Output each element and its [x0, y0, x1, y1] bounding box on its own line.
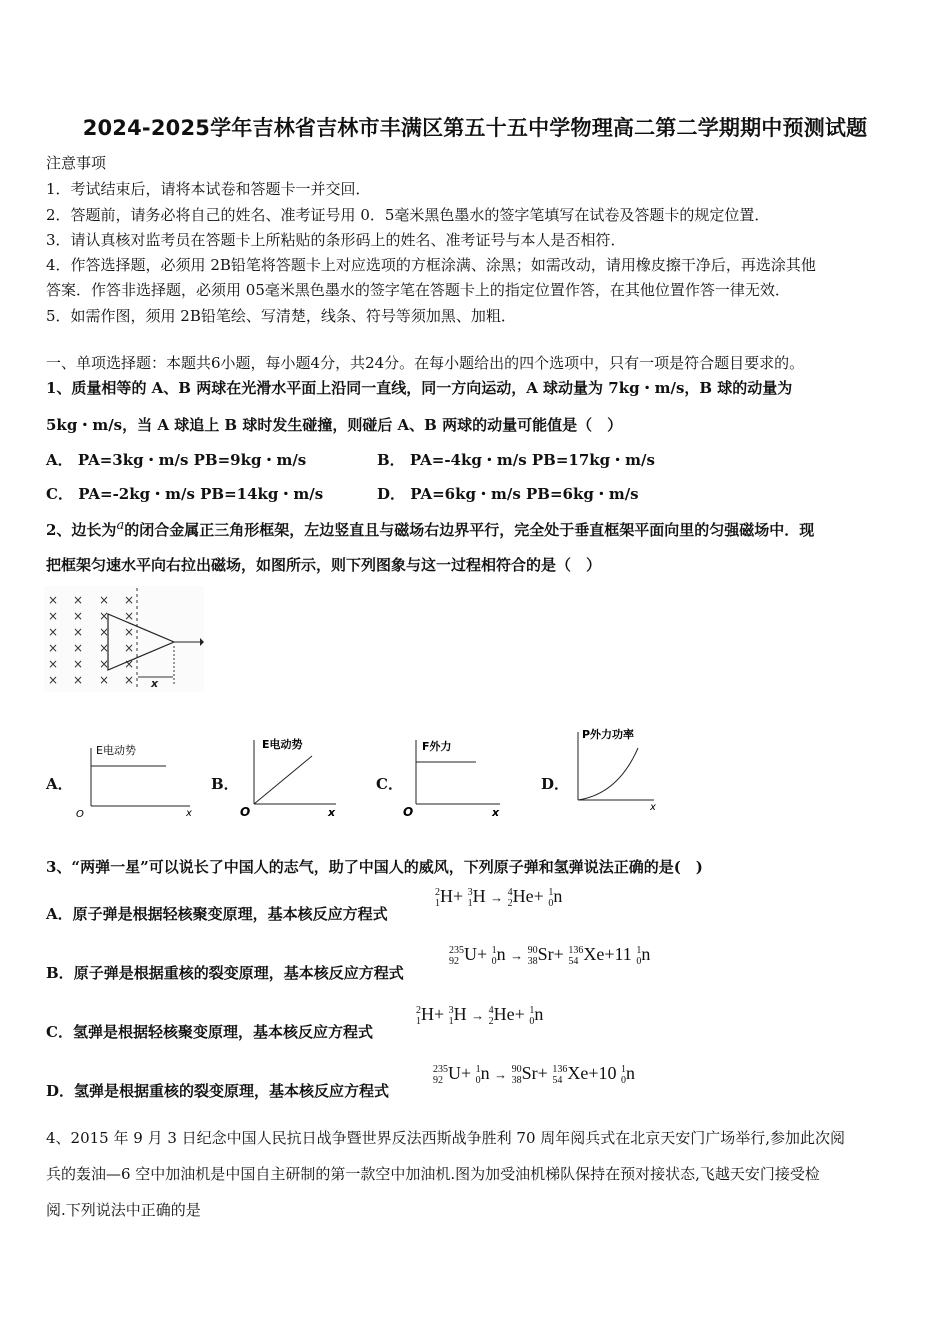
svg-text:×: ×	[124, 641, 135, 655]
q4-stem-line3: 阅.下列说法中正确的是	[46, 1201, 201, 1219]
svg-text:×: ×	[73, 641, 84, 655]
q2-graph-d	[568, 724, 668, 816]
svg-text:×: ×	[48, 657, 59, 671]
q2-graph-b	[236, 734, 346, 820]
svg-text:×: ×	[99, 673, 110, 687]
notice-item: 4．作答选择题，必须用 2B铅笔将答题卡上对应选项的方框涂满、涂黑；如需改动，请用橡皮擦干净后，再选涂其他	[46, 256, 816, 274]
origin-label: O	[240, 805, 251, 819]
svg-text:×: ×	[48, 593, 59, 607]
graph-curve	[578, 748, 638, 800]
svg-text:×: ×	[48, 673, 59, 687]
notice-item: 3．请认真核对监考员在答题卡上所粘贴的条形码上的姓名、准考证号与本人是否相符．	[46, 231, 626, 249]
x-label: x	[328, 806, 336, 819]
svg-text:×: ×	[48, 609, 59, 623]
q4-stem-line1: 4、2015 年 9 月 3 日纪念中国人民抗日战争暨世界反法西斯战争胜利 70 周年阅兵式在北京天安门广场举行,参加此次阅	[46, 1129, 846, 1147]
svg-text:×: ×	[73, 657, 84, 671]
svg-text:×: ×	[73, 593, 84, 607]
q2-stem-line1: 2、边长为a的闭合金属正三角形框架，左边竖直且与磁场右边界平行，完全处于垂直框架平面向里的匀强磁场中．现	[46, 518, 815, 539]
svg-text:×: ×	[99, 625, 110, 639]
q2-option-a-label: A．	[46, 775, 73, 793]
notice-item: 5．如需作图，须用 2B铅笔绘、写清楚，线条、符号等须加黑、加粗．	[46, 307, 516, 325]
section-heading: 一、单项选择题：本题共6小题，每小题4分，共24分。在每小题给出的四个选项中，只有一项是符合题目要求的。	[46, 354, 805, 372]
q3-option-c: C．氢弹是根据轻核聚变原理，基本核反应方程式	[46, 1023, 373, 1041]
x-label: x	[186, 808, 192, 819]
svg-text:×: ×	[99, 593, 110, 607]
svg-text:×: ×	[124, 593, 135, 607]
svg-text:×: ×	[124, 625, 135, 639]
q3-option-a: A．原子弹是根据轻核聚变原理，基本核反应方程式	[46, 905, 388, 923]
q1-stem-line2: 5kg・m/s，当 A 球追上 B 球时发生碰撞，则碰后 A、B 两球的动量可能值是（ ）	[46, 416, 623, 434]
q3-equation-c: 2 1 H+ 3 1 H → 4 2 He+ 1 0 n	[416, 1004, 544, 1027]
origin-label: O	[403, 805, 414, 819]
q3-option-d: D．氢弹是根据重核的裂变原理，基本核反应方程式	[46, 1082, 390, 1100]
y-label: E电动势	[262, 738, 303, 751]
svg-text:×: ×	[48, 641, 59, 655]
q1-option-c: C． PA=-2kg・m/s PB=14kg・m/s	[46, 485, 324, 503]
svg-text:×: ×	[48, 625, 59, 639]
q1-option-a: A． PA=3kg・m/s PB=9kg・m/s	[46, 451, 307, 469]
svg-text:×: ×	[73, 673, 84, 687]
q3-stem: 3、“两弹一星”可以说长了中国人的志气，助了中国人的威风，下列原子弹和氢弹说法正确的是( )	[46, 858, 703, 876]
svg-text:×: ×	[99, 641, 110, 655]
notice-heading: 注意事项	[46, 154, 107, 172]
x-label: x	[492, 806, 500, 819]
svg-text:×: ×	[124, 609, 135, 623]
q1-option-b: B． PA=-4kg・m/s PB=17kg・m/s	[377, 451, 655, 469]
svg-text:×: ×	[73, 609, 84, 623]
page-title: 2024-2025学年吉林省吉林市丰满区第五十五中学物理高二第二学期期中预测试题	[82, 116, 868, 140]
q1-option-d: D． PA=6kg・m/s PB=6kg・m/s	[377, 485, 639, 503]
svg-text:×: ×	[99, 657, 110, 671]
q2-graph-c	[400, 734, 510, 820]
graph-curve	[254, 756, 312, 804]
q2-option-d-label: D．	[541, 775, 570, 793]
q3-equation-d: 235 92 U+ 1 0 n → 90 38 Sr+ 136 54 Xe+10 1 0 n	[433, 1063, 635, 1086]
svg-text:×: ×	[124, 657, 135, 671]
svg-text:×: ×	[124, 673, 135, 687]
q1-stem-line1: 1、质量相等的 A、B 两球在光滑水平面上沿同一直线，同一方向运动，A 球动量为 7kg・m/s，B 球的动量为	[46, 379, 793, 397]
notice-item: 2．答题前，请务必将自己的姓名、准考证号用 0．5毫米黑色墨水的签字笔填写在试卷及答题卡的规定位置．	[46, 206, 770, 224]
x-label: x	[151, 677, 159, 690]
y-label: P外力功率	[582, 728, 635, 741]
q2-option-b-label: B．	[211, 775, 239, 793]
q3-equation-a: 2 1 H+ 3 1 H → 4 2 He+ 1 0 n	[435, 886, 563, 909]
q4-stem-line2: 兵的轰油—6 空中加油机是中国自主研制的第一款空中加油机.图为加受油机梯队保持在预对接状态,飞越天安门接受检	[46, 1165, 820, 1183]
y-label: E电动势	[96, 744, 136, 757]
y-label: F外力	[422, 740, 452, 753]
q3-option-b: B．原子弹是根据重核的裂变原理，基本核反应方程式	[46, 964, 404, 982]
q3-equation-b: 235 92 U+ 1 0 n → 90 38 Sr+ 136 54 Xe+11 1 0 n	[449, 944, 651, 967]
x-label: x	[650, 802, 656, 813]
svg-text:×: ×	[99, 609, 110, 623]
svg-text:×: ×	[73, 625, 84, 639]
q2-stem-line2: 把框架匀速水平向右拉出磁场，如图所示，则下列图象与这一过程相符合的是（ ）	[46, 556, 602, 574]
notice-item: 答案．作答非选择题，必须用 05毫米黑色墨水的签字笔在答题卡上的指定位置作答，在其他位置作答一律无效．	[46, 281, 790, 299]
origin-label: O	[76, 809, 84, 820]
q2-option-c-label: C．	[376, 775, 403, 793]
q2-graph-a	[74, 740, 204, 820]
q2-field-figure	[44, 586, 204, 692]
notice-item: 1．考试结束后，请将本试卷和答题卡一并交回．	[46, 180, 371, 198]
